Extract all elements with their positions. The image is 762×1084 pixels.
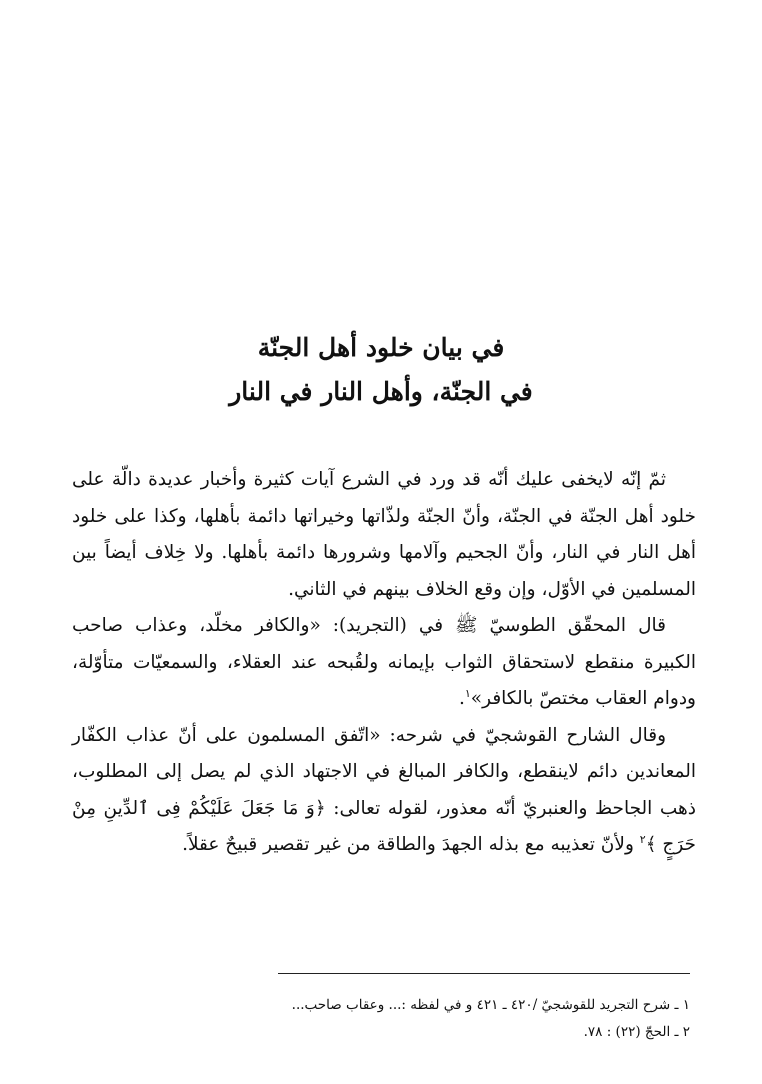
chapter-title-line-2: في الجنّة، وأهل النار في النار bbox=[229, 377, 533, 406]
footnote-2: ٢ ـ الحجّ (٢٢) : ٧٨. bbox=[583, 1024, 690, 1040]
chapter-title bbox=[60, 326, 702, 414]
footnote-1: ١ ـ شرح التجريد للقوشجيّ /٤٢٠ ـ ٤٢١ و في لفظه :... وعقاب صاحب... bbox=[291, 997, 690, 1013]
paragraph-1-text: ثمّ إنّه لايخفى عليك أنّه قد ورد في الشرع آيات كثيرة وأخبار عديدة دالّة على خلود أهل الجنّة في الجنّة، وأنّ الجنّة ولذّاتها وخيراتها دائمة بأهلها، وكذا على خلود أهل النار في النار، وأنّ الجحيم وآلامها وشرورها دائمة بأهلها. ولا خِلاف أيضاً بين المسلمين في الأوّل، وإن وقع الخلاف بينهم في الثاني. bbox=[72, 469, 696, 600]
footnotes bbox=[72, 992, 690, 1046]
footnote-marker-2: ٢ bbox=[639, 832, 646, 846]
paragraph-2: قال المحقّق الطوسيّ ﷺ في (التجريد): «والكافر مخلّد، وعذاب صاحب الكبيرة منقطع لاستحقاق الثواب بإيمانه ولقُبحه عند العقلاء، والسمعيّات متأوّلة، ودوام العقاب مختصّ بالكافر»$^١$. bbox=[72, 615, 696, 709]
footnote-marker-1: ١ bbox=[464, 686, 471, 700]
body-text bbox=[72, 462, 696, 864]
paragraph-3-tail: ولأنّ تعذيبه مع بذله الجهدَ والطاقة من غير تقصير قبيحٌ عقلاً. bbox=[182, 834, 640, 855]
footnote-separator bbox=[278, 973, 690, 974]
paragraph-3 bbox=[72, 718, 696, 864]
chapter-title-line-1: في بيان خلود أهل الجنّة bbox=[257, 333, 505, 362]
paragraph-3-text: وقال الشارح القوشجيّ في شرحه: «اتّفق المسلمون على أنّ عذاب الكفّار المعاندين دائم لاينقطع، والكافر المبالغ في الاجتهاد الذي لم يصل إلى المطلوب، ذهب الجاحظ والعنبريّ أنّه معذور، لقوله تعالى: ﴿وَ مَا جَعَلَ عَلَيْكُمْ فِى ٱلدِّينِ مِنْ حَرَجٍ ﴾ bbox=[72, 724, 696, 855]
paragraph-1 bbox=[72, 462, 696, 608]
paragraph-2-text: قال المحقّق الطوسيّ ﷺ في (التجريد): «والكافر مخلّد، وعذاب صاحب الكبيرة منقطع لاستحقاق الثواب بإيمانه ولقُبحه عند العقلاء، والسمعيّات متأوّلة، ودوام العقاب مختصّ بالكافر» bbox=[72, 615, 696, 709]
